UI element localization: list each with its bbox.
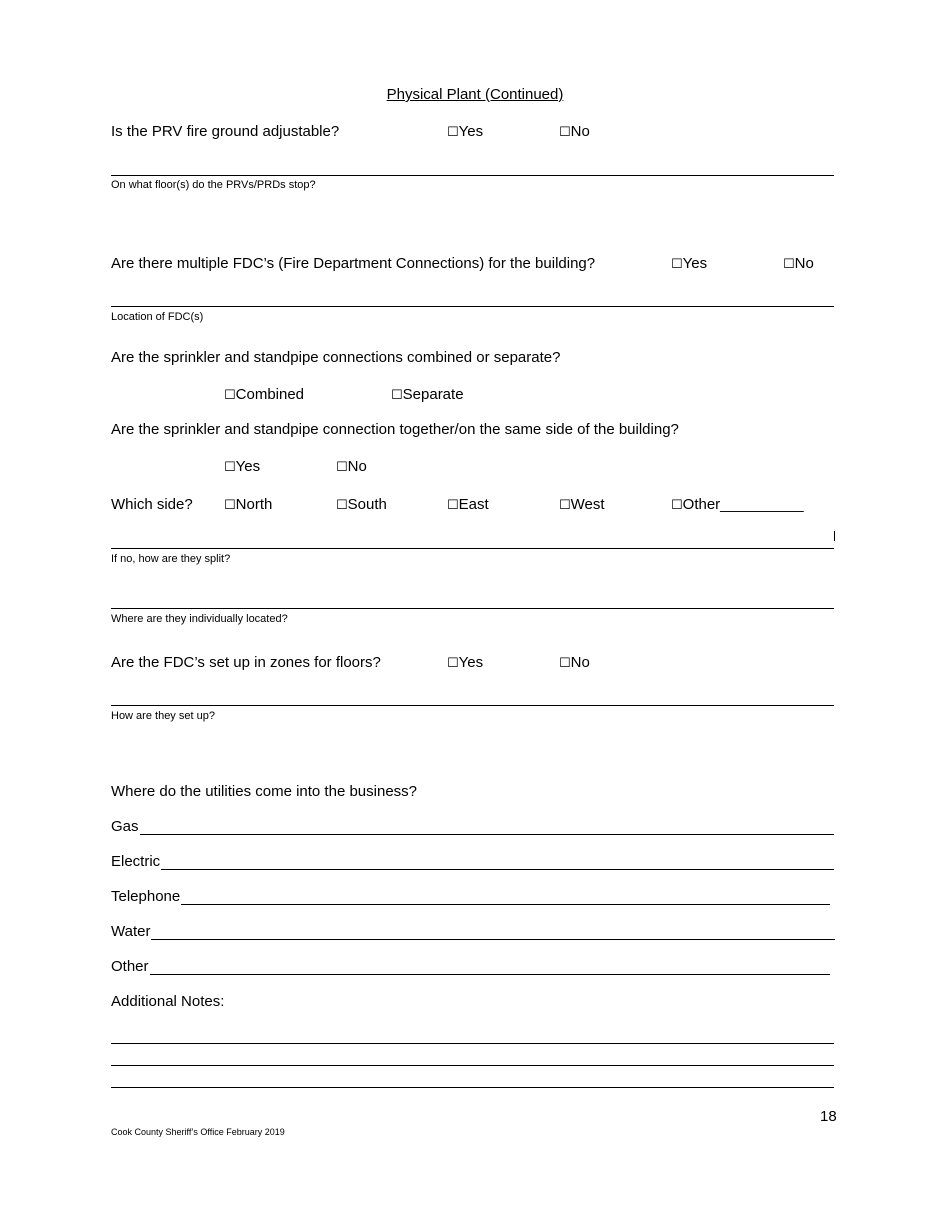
utility-telephone-label: Telephone xyxy=(111,888,181,905)
page-number: 18 xyxy=(820,1108,837,1125)
checkbox-icon: ☐ xyxy=(559,498,571,513)
utility-electric-label: Electric xyxy=(111,853,161,870)
footer-text: Cook County Sheriff’s Office February 2019 xyxy=(111,1127,285,1137)
checkbox-side-south[interactable]: ☐South xyxy=(336,496,387,513)
which-side-label: Which side? xyxy=(111,496,193,513)
utility-electric-row xyxy=(111,853,834,870)
checkbox-icon: ☐ xyxy=(336,498,348,513)
checkbox-fdc-no[interactable]: ☐No xyxy=(783,255,814,272)
caption-fdc-location: Location of FDC(s) xyxy=(111,311,204,323)
utility-telephone-line[interactable] xyxy=(181,890,830,905)
checkbox-icon: ☐ xyxy=(224,460,236,475)
answer-line-fdc-location[interactable] xyxy=(111,306,834,307)
checkbox-side-east[interactable]: ☐East xyxy=(447,496,489,513)
checkbox-icon: ☐ xyxy=(671,257,683,272)
question-combined-separate: Are the sprinkler and standpipe connections combined or separate? xyxy=(111,349,561,366)
answer-line-prv-floors[interactable] xyxy=(111,175,834,176)
checkbox-fdc-yes[interactable]: ☐Yes xyxy=(671,255,708,272)
checkbox-icon: ☐ xyxy=(783,257,795,272)
checkbox-prv-no[interactable]: ☐No xyxy=(559,123,590,140)
additional-notes-label: Additional Notes: xyxy=(111,993,225,1010)
question-utilities: Where do the utilities come into the business? xyxy=(111,783,417,800)
checkbox-zones-no[interactable]: ☐No xyxy=(559,654,590,671)
utility-gas-row xyxy=(111,818,834,835)
checkbox-icon: ☐ xyxy=(447,656,459,671)
utility-telephone-row xyxy=(111,888,830,905)
checkbox-side-west[interactable]: ☐West xyxy=(559,496,605,513)
checkbox-icon: ☐ xyxy=(559,125,571,140)
utility-other-row xyxy=(111,958,830,975)
answer-line-split[interactable] xyxy=(111,548,834,549)
checkbox-icon: ☐ xyxy=(224,498,236,513)
checkbox-icon: ☐ xyxy=(224,388,236,403)
checkbox-prv-yes[interactable]: ☐Yes xyxy=(447,123,484,140)
utility-other-label: Other xyxy=(111,958,149,975)
answer-line-zones[interactable] xyxy=(111,705,834,706)
caption-split: If no, how are they split? xyxy=(111,553,231,565)
utility-electric-line[interactable] xyxy=(161,855,834,870)
stray-mark xyxy=(834,531,835,541)
checkbox-icon: ☐ xyxy=(671,498,683,513)
question-multiple-fdc: Are there multiple FDC’s (Fire Department Connections) for the building? xyxy=(111,255,596,272)
notes-line-3[interactable] xyxy=(111,1087,834,1088)
caption-prv-floors: On what floor(s) do the PRVs/PRDs stop? xyxy=(111,179,316,191)
checkbox-side-other[interactable]: ☐Other__________ xyxy=(671,496,804,513)
checkbox-same-side-no[interactable]: ☐No xyxy=(336,458,367,475)
checkbox-side-north[interactable]: ☐North xyxy=(224,496,273,513)
question-prv-adjustable: Is the PRV fire ground adjustable? xyxy=(111,123,340,140)
caption-zones: How are they set up? xyxy=(111,710,215,722)
checkbox-separate[interactable]: ☐Separate xyxy=(391,386,464,403)
checkbox-icon: ☐ xyxy=(447,125,459,140)
checkbox-combined[interactable]: ☐Combined xyxy=(224,386,305,403)
answer-line-located[interactable] xyxy=(111,608,834,609)
utility-water-line[interactable] xyxy=(151,925,835,940)
checkbox-icon: ☐ xyxy=(391,388,403,403)
checkbox-icon: ☐ xyxy=(559,656,571,671)
question-fdc-zones: Are the FDC’s set up in zones for floors? xyxy=(111,654,381,671)
checkbox-icon: ☐ xyxy=(336,460,348,475)
utility-gas-label: Gas xyxy=(111,818,139,835)
notes-line-1[interactable] xyxy=(111,1043,834,1044)
notes-line-2[interactable] xyxy=(111,1065,834,1066)
checkbox-zones-yes[interactable]: ☐Yes xyxy=(447,654,484,671)
utility-water-row xyxy=(111,923,835,940)
checkbox-same-side-yes[interactable]: ☐Yes xyxy=(224,458,261,475)
page-title: Physical Plant (Continued) xyxy=(386,86,564,103)
question-same-side: Are the sprinkler and standpipe connection together/on the same side of the building? xyxy=(111,421,679,438)
utility-gas-line[interactable] xyxy=(140,820,834,835)
utility-other-line[interactable] xyxy=(150,960,830,975)
checkbox-icon: ☐ xyxy=(447,498,459,513)
utility-water-label: Water xyxy=(111,923,151,940)
caption-located: Where are they individually located? xyxy=(111,613,288,625)
